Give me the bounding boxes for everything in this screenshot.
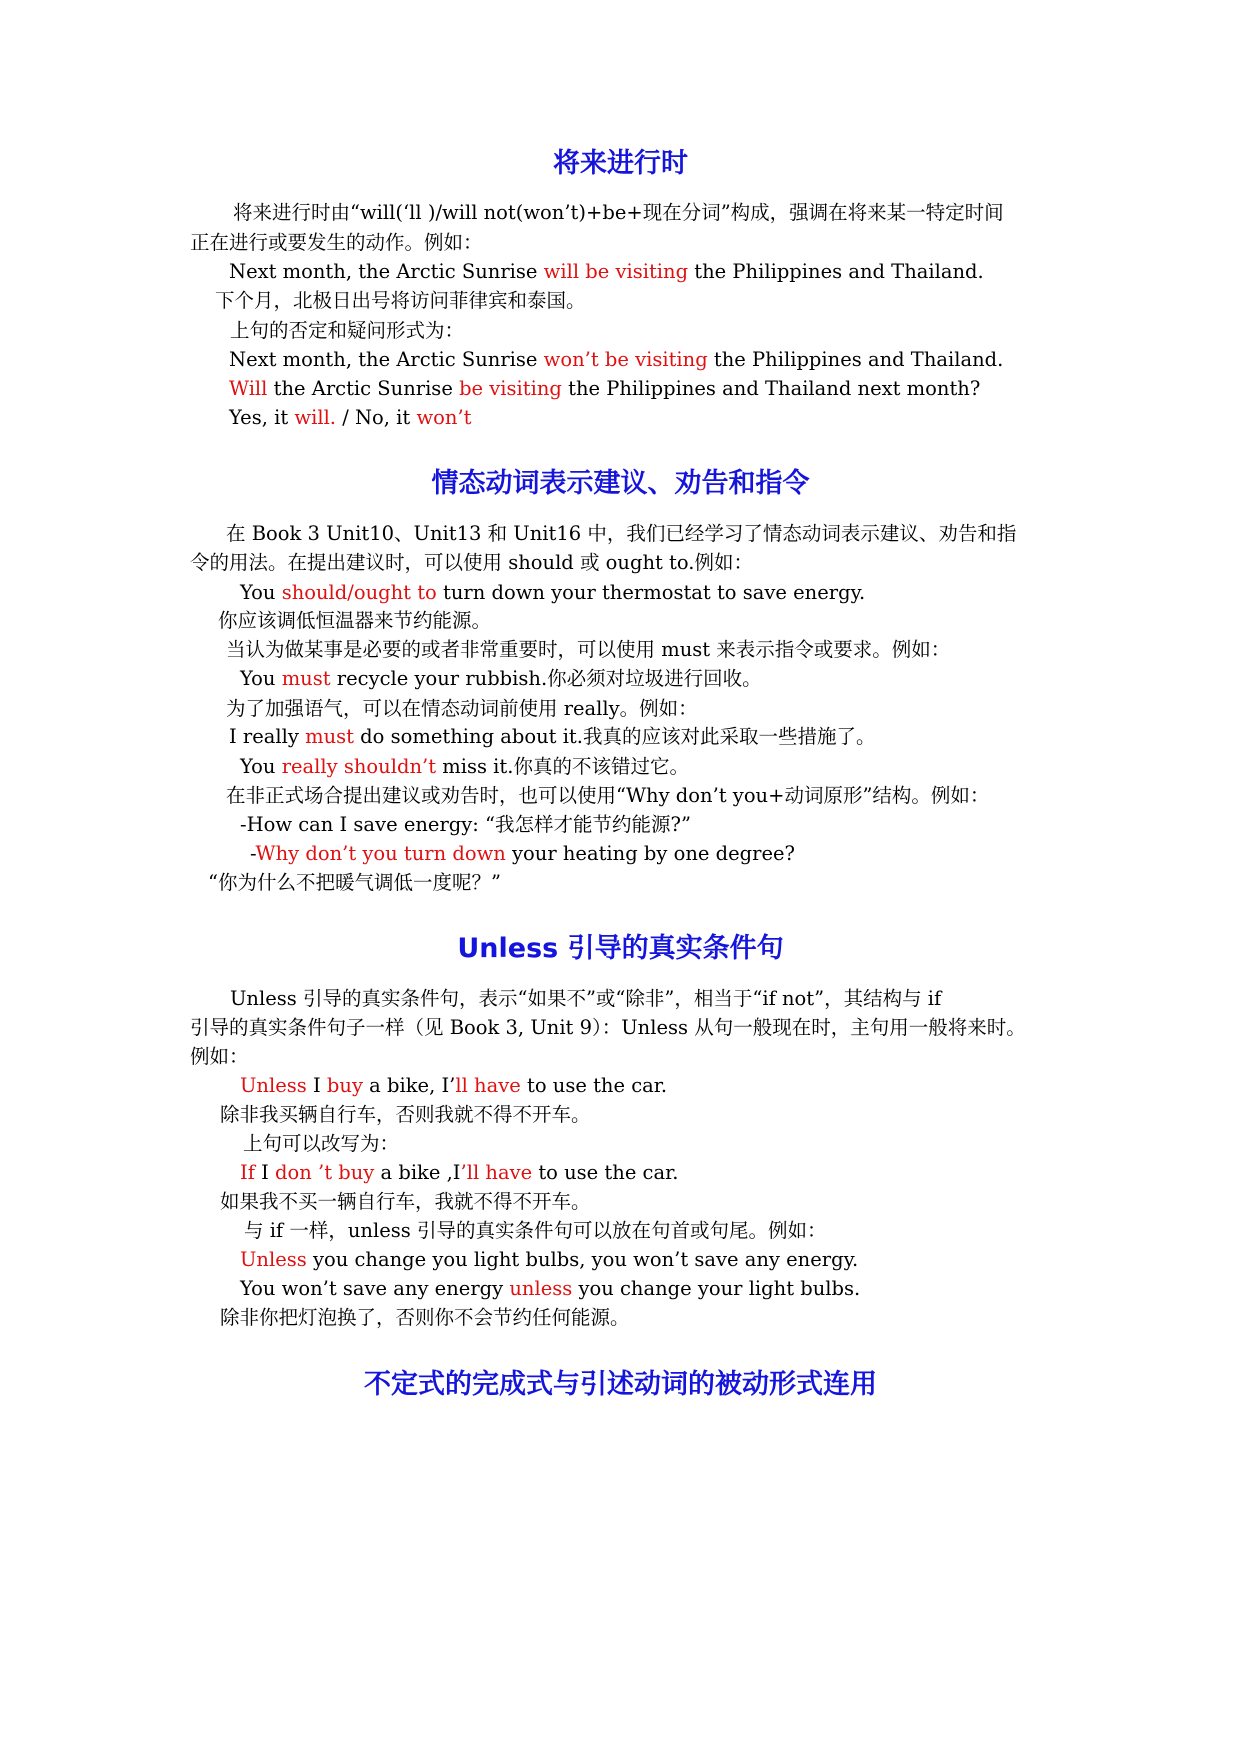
text-line bbox=[233, 200, 1004, 226]
text-segment: I really bbox=[229, 725, 306, 748]
text-line bbox=[190, 1015, 1026, 1041]
text-line bbox=[240, 1160, 678, 1186]
text-segment: 除非你把灯泡换了，否则你不会节约任何能源。 bbox=[220, 1306, 630, 1329]
text-segment: the Philippines and Thailand. bbox=[688, 260, 984, 283]
text-segment: “你为什么不把暖气调低一度呢？” bbox=[208, 871, 501, 894]
text-segment: You bbox=[240, 667, 282, 690]
text-line bbox=[240, 580, 865, 606]
highlighted-phrase: be visiting bbox=[459, 377, 562, 400]
text-line bbox=[229, 376, 980, 402]
text-segment: 除非我买辆自行车，否则我就不得不开车。 bbox=[220, 1103, 591, 1126]
text-segment: -How can I save energy: “我怎样才能节约能源?” bbox=[240, 813, 691, 836]
highlighted-phrase: must bbox=[281, 667, 331, 690]
text-line bbox=[218, 608, 491, 634]
text-segment: I bbox=[306, 1074, 327, 1097]
text-line bbox=[230, 986, 941, 1012]
text-segment: turn down your thermostat to save energy. bbox=[436, 581, 866, 604]
text-line bbox=[243, 1131, 399, 1157]
text-segment: You won’t save any energy bbox=[240, 1277, 510, 1300]
text-line bbox=[226, 637, 950, 663]
text-line bbox=[240, 1247, 858, 1273]
text-segment: 将来进行时由“will(‘ll )/will not(won’t)+be+现在分词”构成，强调在将来某一特定时间 bbox=[233, 201, 1004, 224]
section-heading: 将来进行时 bbox=[553, 148, 688, 179]
text-segment: 为了加强语气，可以在情态动词前使用 really。例如： bbox=[226, 697, 698, 720]
section-heading: 情态动词表示建议、劝告和指令 bbox=[431, 468, 810, 499]
highlighted-phrase: won’t bbox=[416, 406, 472, 429]
highlighted-phrase: won’t be visiting bbox=[543, 348, 708, 371]
text-segment: / No, it bbox=[336, 406, 417, 429]
text-line bbox=[190, 230, 483, 256]
text-segment: the Philippines and Thailand next month? bbox=[561, 377, 981, 400]
text-segment: 令的用法。在提出建议时，可以使用 should 或 ought to.例如： bbox=[190, 551, 753, 574]
text-segment: 正在进行或要发生的动作。例如： bbox=[190, 231, 483, 254]
text-segment: a bike, I’ bbox=[362, 1074, 456, 1097]
text-segment: 当认为做某事是必要的或者非常重要时，可以使用 must 来表示指令或要求。例如： bbox=[226, 638, 951, 661]
text-line bbox=[250, 841, 795, 867]
text-line bbox=[226, 521, 1016, 547]
text-line bbox=[190, 550, 753, 576]
highlighted-phrase: really shouldn’t bbox=[281, 755, 437, 778]
text-line bbox=[220, 1305, 630, 1331]
highlighted-phrase: ’ll have bbox=[460, 1161, 533, 1184]
highlighted-phrase: If bbox=[240, 1161, 255, 1184]
text-line bbox=[215, 288, 586, 314]
text-segment: you change your light bulbs. bbox=[572, 1277, 861, 1300]
text-line bbox=[240, 1276, 860, 1302]
text-line bbox=[230, 318, 464, 344]
text-line bbox=[240, 812, 691, 838]
text-segment: You bbox=[240, 755, 282, 778]
text-line bbox=[208, 870, 501, 896]
text-segment: 如果我不买一辆自行车，我就不得不开车。 bbox=[220, 1190, 591, 1213]
text-segment: do something about it.我真的应该对此采取一些措施了。 bbox=[353, 725, 876, 748]
text-segment: you change you light bulbs, you won’t save any energy. bbox=[306, 1248, 859, 1271]
text-segment: 例如： bbox=[190, 1045, 249, 1068]
text-segment: 上句可以改写为： bbox=[243, 1132, 400, 1155]
highlighted-phrase: Will bbox=[229, 377, 268, 400]
highlighted-phrase: will be visiting bbox=[543, 260, 689, 283]
text-segment: 引导的真实条件句子一样（见 Book 3, Unit 9）：Unless 从句一般现在时，主句用一般将来时。 bbox=[190, 1016, 1026, 1039]
text-segment: Next month, the Arctic Sunrise bbox=[229, 260, 544, 283]
text-line bbox=[240, 666, 762, 692]
text-segment: Next month, the Arctic Sunrise bbox=[229, 348, 544, 371]
text-segment: a bike ,I bbox=[374, 1161, 461, 1184]
text-line bbox=[229, 724, 875, 750]
text-segment: to use the car. bbox=[532, 1161, 679, 1184]
text-segment: 上句的否定和疑问形式为： bbox=[230, 319, 465, 342]
text-segment: to use the car. bbox=[520, 1074, 668, 1097]
text-segment: I bbox=[254, 1161, 276, 1184]
highlighted-phrase: must bbox=[305, 725, 354, 748]
highlighted-phrase: should/ought to bbox=[281, 581, 437, 604]
text-line bbox=[229, 405, 471, 431]
text-line bbox=[220, 1189, 591, 1215]
text-segment: - bbox=[250, 842, 256, 865]
text-segment: miss it.你真的不该错过它。 bbox=[436, 755, 689, 778]
highlighted-phrase: Unless bbox=[240, 1248, 307, 1271]
highlighted-phrase: buy bbox=[326, 1074, 363, 1097]
highlighted-phrase: don ’t buy bbox=[275, 1161, 375, 1184]
text-segment: the Arctic Sunrise bbox=[267, 377, 460, 400]
text-segment: You bbox=[240, 581, 282, 604]
highlighted-phrase: Why don’t you turn down bbox=[255, 842, 506, 865]
text-segment: Yes, it bbox=[229, 406, 295, 429]
text-line bbox=[244, 1218, 826, 1244]
text-segment: recycle your rubbish.你必须对垃圾进行回收。 bbox=[330, 667, 762, 690]
text-line bbox=[220, 1102, 591, 1128]
text-segment: your heating by one degree? bbox=[505, 842, 795, 865]
text-line bbox=[226, 783, 989, 809]
section-heading: Unless 引导的真实条件句 bbox=[457, 933, 784, 964]
text-segment: Unless 引导的真实条件句，表示“如果不”或“除非”，相当于“if not”，其结构与 if bbox=[230, 987, 942, 1010]
highlighted-phrase: Unless bbox=[240, 1074, 307, 1097]
text-line bbox=[190, 1044, 249, 1070]
highlighted-phrase: ll have bbox=[455, 1074, 521, 1097]
text-line bbox=[226, 696, 698, 722]
text-segment: 下个月，北极日出号将访问菲律宾和泰国。 bbox=[215, 289, 586, 312]
text-segment: 与 if 一样，unless 引导的真实条件句可以放在句首或句尾。例如： bbox=[244, 1219, 827, 1242]
highlighted-phrase: unless bbox=[509, 1277, 573, 1300]
text-segment: 在非正式场合提出建议或劝告时，也可以使用“Why don’t you+动词原形”结构。例如： bbox=[226, 784, 990, 807]
section-heading: 不定式的完成式与引述动词的被动形式连用 bbox=[364, 1369, 877, 1400]
text-line bbox=[229, 259, 984, 285]
text-line bbox=[240, 754, 689, 780]
text-segment: the Philippines and Thailand. bbox=[707, 348, 1004, 371]
text-line bbox=[240, 1073, 667, 1099]
text-line bbox=[229, 347, 1003, 373]
text-segment: 在 Book 3 Unit10、Unit13 和 Unit16 中，我们已经学习了情态动词表示建议、劝告和指 bbox=[226, 522, 1017, 545]
highlighted-phrase: will. bbox=[294, 406, 337, 429]
text-segment: 你应该调低恒温器来节约能源。 bbox=[218, 609, 492, 632]
